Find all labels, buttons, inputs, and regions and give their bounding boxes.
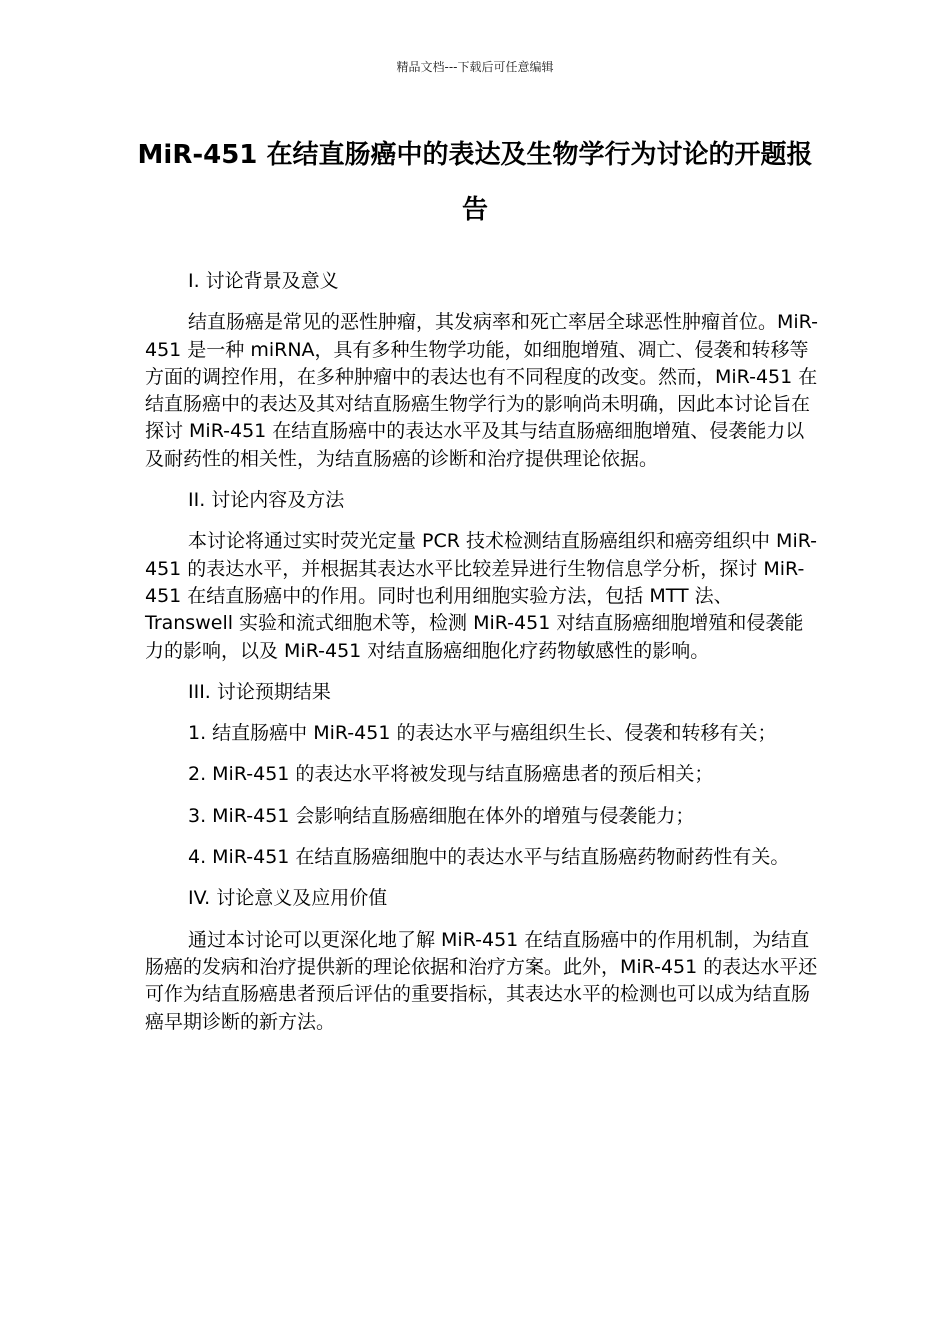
section-paragraph-significance: 通过本讨论可以更深化地了解 MiR-451 在结直肠癌中的作用机制，为结直肠癌的发病和治疗提供新的理论依据和治疗方案。此外，MiR-451 的表达水平还可作为结直肠癌患者预后评估的重要指标，其表达水平的检测也可以成为结直肠癌早期诊断的新方法。: [145, 928, 818, 1033]
document-title: MiR-451 在结直肠癌中的表达及生物学行为讨论的开题报告: [137, 140, 813, 225]
section-paragraph-methods: 本讨论将通过实时荧光定量 PCR 技术检测结直肠癌组织和癌旁组织中 MiR-451 的表达水平，并根据其表达水平比较差异进行生物信息学分析，探讨 MiR-451 在结直肠癌中的作用。同时也利用细胞实验方法，包括 MTT 法、Transwell 实验和流式细胞术等，检测 MiR-451 对结直肠癌细胞增殖和侵袭能力的影响，以及 MiR-451 对结直肠癌细胞化疗药物敏感性的影响。: [145, 530, 818, 662]
section-heading-methods: II. 讨论内容及方法: [188, 489, 345, 512]
expected-result-item: 3. MiR-451 会影响结直肠癌细胞在体外的增殖与侵袭能力；: [188, 804, 695, 827]
section-heading-significance: IV. 讨论意义及应用价值: [188, 887, 388, 910]
document-body: [145, 268, 820, 1050]
header-note: 精品文档---下载后可任意编辑: [396, 60, 554, 74]
section-paragraph-background: 结直肠癌是常见的恶性肿瘤，其发病率和死亡率居全球恶性肿瘤首位。MiR-451 是一种 miRNA，具有多种生物学功能，如细胞增殖、凋亡、侵袭和转移等方面的调控作用，在多种肿瘤中的表达也有不同程度的改变。然而，MiR-451 在结直肠癌中的表达及其对结直肠癌生物学行为的影响尚未明确，因此本讨论旨在探讨 MiR-451 在结直肠癌中的表达水平及其与结直肠癌细胞增殖、侵袭能力以及耐药性的相关性，为结直肠癌的诊断和治疗提供理论依据。: [145, 311, 818, 470]
expected-result-item: 1. 结直肠癌中 MiR-451 的表达水平与癌组织生长、侵袭和转移有关；: [188, 722, 777, 745]
expected-result-item: 4. MiR-451 在结直肠癌细胞中的表达水平与结直肠癌药物耐药性有关。: [188, 846, 790, 869]
expected-result-item: 2. MiR-451 的表达水平将被发现与结直肠癌患者的预后相关；: [188, 763, 714, 786]
section-heading-expected-results: III. 讨论预期结果: [188, 680, 331, 703]
section-heading-background: I. 讨论背景及意义: [188, 270, 339, 292]
